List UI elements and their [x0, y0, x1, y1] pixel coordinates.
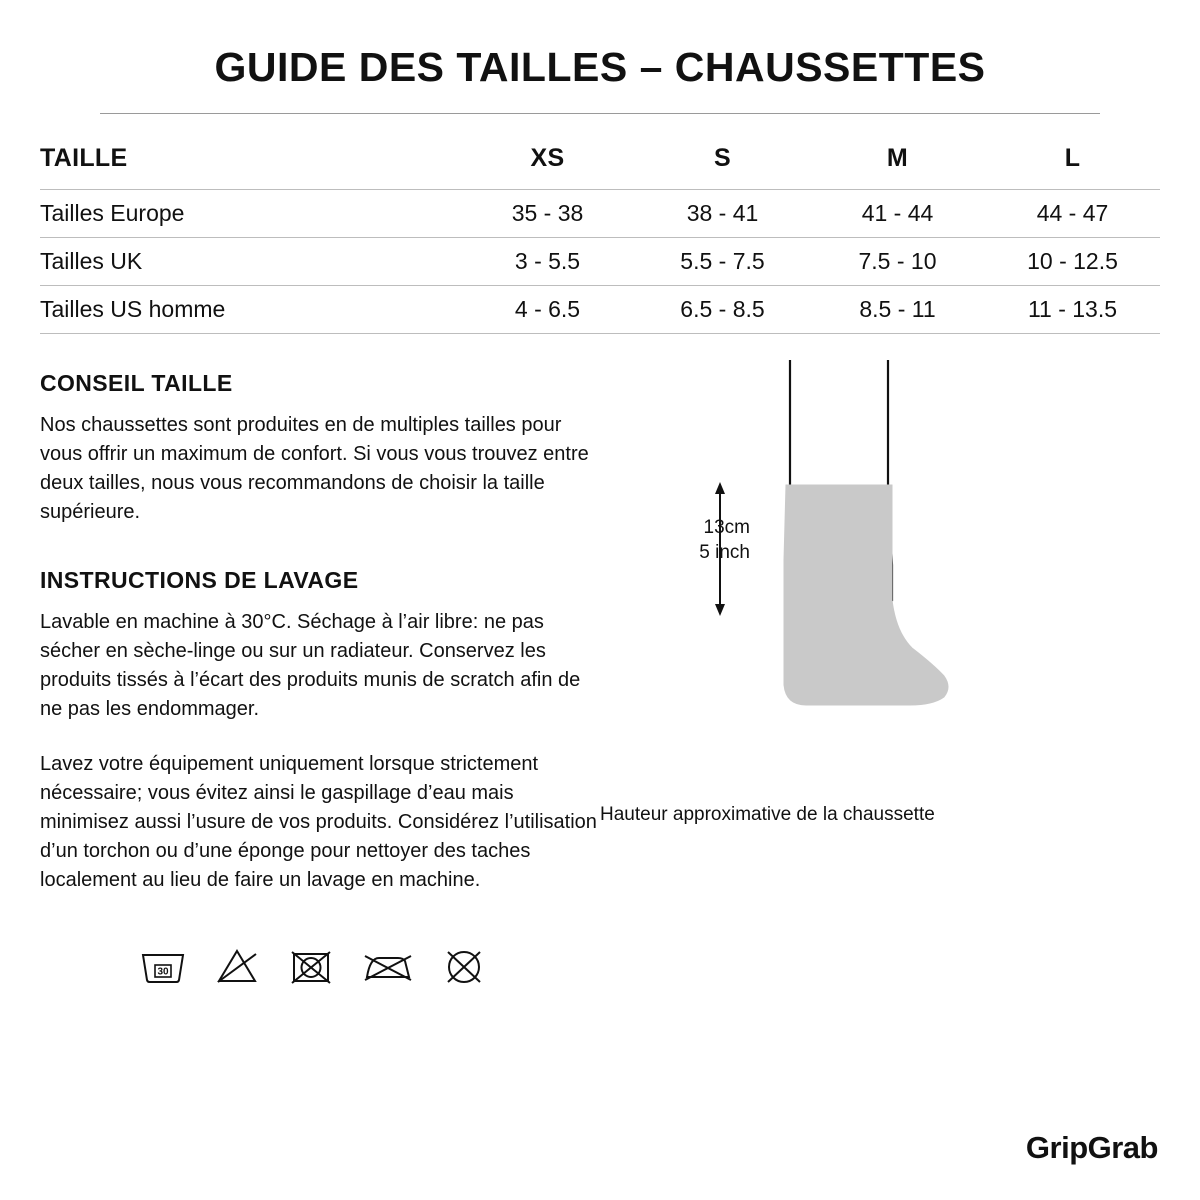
column-header-xs: XS	[530, 144, 565, 172]
cell-us-xs: 4 - 6.5	[514, 296, 581, 322]
fit-advice-heading: CONSEIL TAILLE	[40, 370, 233, 396]
measure-cm: 13cm	[703, 517, 750, 538]
page-title: GUIDE DES TAILLES – CHAUSSETTES	[214, 44, 986, 90]
sock-caption: Hauteur approximative de la chaussette	[600, 804, 935, 825]
content-columns	[0, 370, 1200, 985]
row-label: Tailles UK	[40, 248, 143, 274]
washing-heading: INSTRUCTIONS DE LAVAGE	[40, 567, 359, 593]
table-header-row	[40, 144, 1160, 190]
washing-text-2: Lavez votre équipement uniquement lorsque strictement nécessaire; vous évitez ainsi le gaspillage d’eau mais minimisez aussi l’usure de vos produits. Considérez l’utilisation d’un torchon ou d’une éponge pour nettoyer des taches localement au lieu de faire un lavage en machine.	[40, 753, 597, 891]
column-header-m: M	[886, 144, 909, 172]
cell-us-s: 6.5 - 8.5	[680, 296, 765, 322]
sock-height-measure	[660, 515, 750, 565]
do-not-dry-clean-icon	[442, 947, 486, 985]
cell-eu-l: 44 - 47	[1036, 200, 1109, 226]
column-header-l: L	[1064, 144, 1081, 172]
do-not-tumble-dry-icon	[288, 947, 334, 985]
illustration-column	[600, 370, 1160, 985]
cell-uk-m: 7.5 - 10	[858, 248, 937, 274]
machine-wash-30-icon	[140, 947, 186, 985]
cell-eu-s: 38 - 41	[686, 200, 759, 226]
wash-temp-label: 30	[157, 966, 169, 978]
cell-uk-s: 5.5 - 7.5	[680, 248, 765, 274]
cell-eu-m: 41 - 44	[861, 200, 934, 226]
size-table-wrapper	[40, 144, 1160, 334]
do-not-bleach-icon	[214, 947, 260, 985]
cell-uk-l: 10 - 12.5	[1027, 248, 1118, 274]
column-header-s: S	[714, 144, 731, 172]
cell-eu-xs: 35 - 38	[511, 200, 584, 226]
column-header-taille: TAILLE	[40, 144, 128, 172]
sock-drawing	[600, 360, 1160, 780]
cell-uk-xs: 3 - 5.5	[514, 248, 581, 274]
table-row	[40, 286, 1160, 334]
fit-advice-text: Nos chaussettes sont produites en de multiples tailles pour vous offrir un maximum de confort. Si vous vous trouvez entre deux tailles, nous vous recommandons de choisir la taille supérieure.	[40, 414, 589, 523]
cell-us-l: 11 - 13.5	[1027, 296, 1118, 322]
do-not-iron-icon	[362, 947, 414, 985]
table-row	[40, 190, 1160, 238]
row-label: Tailles US homme	[40, 296, 226, 322]
table-row	[40, 238, 1160, 286]
care-symbols	[40, 947, 600, 985]
washing-text-1: Lavable en machine à 30°C. Séchage à l’air libre: ne pas sécher en sèche-linge ou sur un radiateur. Conservez les produits tissés à l’écart des produits munis de scratch afin de ne pas les endommager.	[40, 611, 581, 720]
size-table	[40, 144, 1160, 334]
measure-inch: 5 inch	[699, 542, 750, 563]
cell-us-m: 8.5 - 11	[859, 296, 936, 322]
row-label: Tailles Europe	[40, 200, 185, 226]
sock-illustration	[600, 360, 1160, 790]
title-divider	[100, 113, 1100, 114]
text-column	[40, 370, 600, 985]
brand-logo: GripGrab	[1025, 1130, 1158, 1165]
